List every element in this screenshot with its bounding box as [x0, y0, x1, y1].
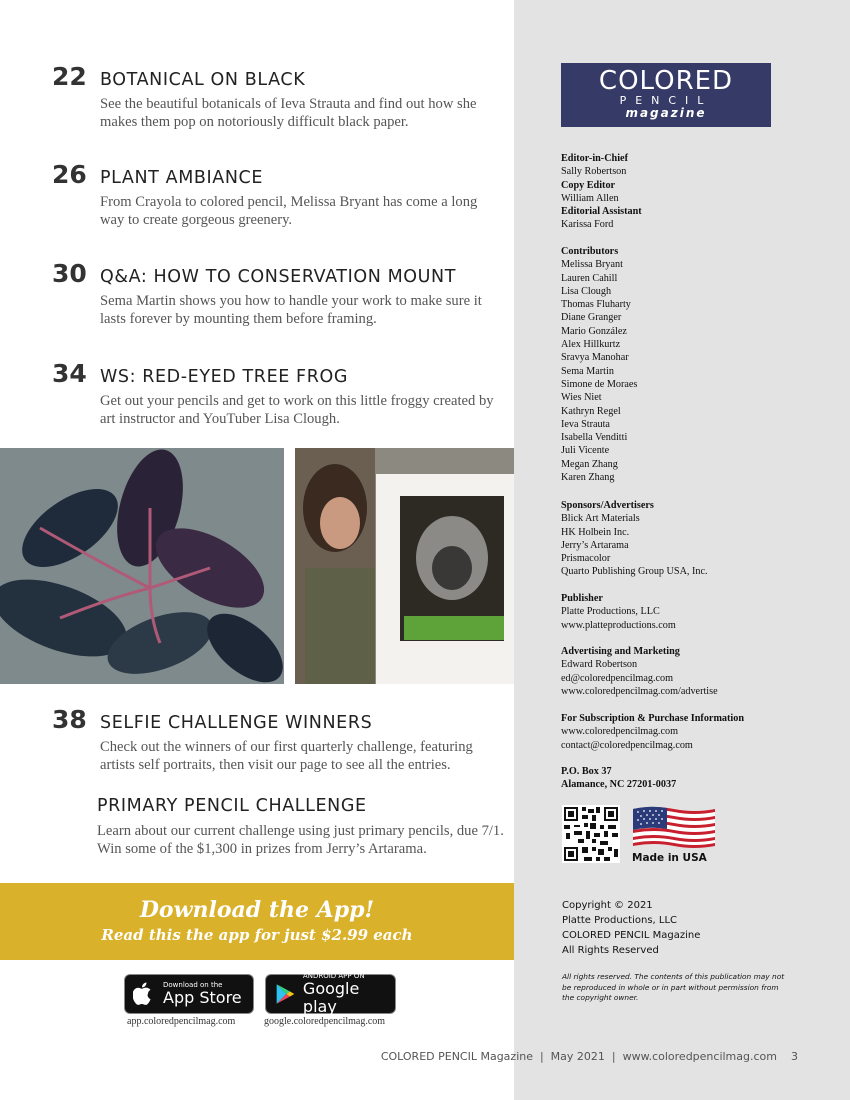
article-description: Sema Martin shows you how to handle your work to make sure it lasts forever by mounting them before framing.: [100, 293, 482, 327]
copyright-line: All Rights Reserved: [562, 945, 659, 956]
sponsor-name: HK Holbein Inc.: [561, 526, 630, 538]
page-number: 3: [791, 1050, 798, 1063]
contributor-name: Isabella Venditti: [561, 432, 628, 444]
article-title[interactable]: Q&A: HOW TO CONSERVATION MOUNT: [100, 267, 457, 287]
app-store-button[interactable]: [124, 974, 254, 1014]
copy-editor-name: William Allen: [561, 192, 619, 204]
staff-contributors: [561, 245, 637, 484]
logo-line-pencil: PENCIL: [619, 94, 713, 107]
contributor-name: Sema Martin: [561, 365, 614, 377]
rights-notice: All rights reserved. The contents of this publication may not be reproduced in whole or in part without permission from the copyright owner.: [562, 972, 785, 1002]
article-22[interactable]: [52, 62, 495, 131]
article-title[interactable]: WS: RED-EYED TREE FROG: [100, 367, 349, 387]
subscription-label: For Subscription & Purchase Information: [561, 713, 745, 724]
advertising-website[interactable]: www.coloredpencilmag.com/advertise: [561, 685, 718, 697]
play-icon: [274, 981, 297, 1007]
footer-text: COLORED PENCIL Magazine | May 2021 | www.coloredpencilmag.com: [380, 1050, 777, 1063]
mailing-address: [561, 765, 676, 792]
google-play-small-text: ANDROID APP ON: [302, 972, 365, 980]
advertising-contact: Edward Robertson: [561, 659, 638, 671]
logo-line-colored: COLORED: [598, 66, 734, 96]
copyright-line: Copyright © 2021: [562, 900, 653, 911]
usa-flag-icon: [633, 805, 715, 850]
contributor-name: Kathryn Regel: [561, 405, 621, 417]
apple-icon: [133, 982, 155, 1006]
sponsor-name: Quarto Publishing Group USA, Inc.: [561, 566, 708, 578]
sponsor-name: Jerry’s Artarama: [561, 539, 629, 551]
article-description: See the beautiful botanicals of Ieva Strauta and find out how she makes them pop on notoriously difficult black paper.: [100, 96, 477, 130]
contributor-name: Lauren Cahill: [561, 272, 618, 284]
article-number: 38: [52, 705, 87, 734]
contributors-label: Contributors: [561, 246, 619, 257]
publisher-website[interactable]: www.platteproductions.com: [561, 619, 676, 631]
contributor-name: Diane Granger: [561, 312, 622, 324]
challenge-section: [97, 796, 507, 858]
article-description: From Crayola to colored pencil, Melissa Bryant has come a long way to create gorgeous greenery.: [100, 194, 478, 228]
article-photos: [0, 448, 514, 684]
article-number: 26: [52, 160, 87, 189]
po-box: P.O. Box 37: [561, 766, 612, 777]
sponsor-name: Prismacolor: [561, 553, 611, 565]
article-number: 30: [52, 259, 87, 288]
sponsors-label: Sponsors/Advertisers: [561, 500, 654, 511]
banner-title: Download the App!: [139, 897, 375, 923]
contributor-name: Sravya Manohar: [561, 352, 629, 364]
editorial-assistant-label: Editorial Assistant: [561, 206, 642, 218]
made-in-usa-label: Made in USA: [632, 852, 707, 864]
copyright-line: COLORED PENCIL Magazine: [562, 930, 701, 941]
article-title[interactable]: PLANT AMBIANCE: [100, 168, 263, 188]
publisher-name: Platte Productions, LLC: [561, 606, 660, 618]
contributor-name: Juli Vicente: [561, 445, 610, 457]
page-footer: [0, 1050, 850, 1063]
botanical-leaves-image: [0, 448, 295, 684]
download-app-banner[interactable]: [0, 883, 514, 960]
article-34[interactable]: [52, 359, 495, 428]
google-play-label: Google play: [302, 979, 360, 1016]
advertising-email[interactable]: ed@coloredpencilmag.com: [561, 672, 674, 684]
editor-in-chief-name: Sally Robertson: [561, 166, 627, 178]
article-description: Get out your pencils and get to work on this little froggy created by art instructor and YouTuber Lisa Clough.: [100, 393, 494, 427]
contributor-name: Wies Niet: [561, 392, 602, 404]
staff-sponsors: [561, 499, 708, 579]
publisher-label: Publisher: [561, 593, 603, 604]
article-description: Check out the winners of our first quarterly challenge, featuring artists self portraits, then visit our page to see all the entries.: [100, 739, 473, 773]
article-30[interactable]: [52, 259, 495, 328]
staff-publisher: [561, 592, 676, 632]
logo-line-magazine: magazine: [625, 106, 707, 120]
subscription-website[interactable]: www.coloredpencilmag.com: [561, 726, 679, 738]
advertising-label: Advertising and Marketing: [561, 646, 680, 657]
qr-code-icon[interactable]: [562, 805, 620, 863]
google-play-button[interactable]: [265, 974, 396, 1014]
app-store-label: App Store: [163, 988, 242, 1007]
challenge-description: Learn about our current challenge using just primary pencils, due 7/1. Win some of the $1,300 in prizes from Jerry’s Artarama.: [97, 823, 504, 857]
contributor-name: Alex Hillkurtz: [561, 339, 621, 351]
contributor-name: Lisa Clough: [561, 285, 612, 297]
banner-subtitle: Read this the app for just $2.99 each: [101, 926, 413, 944]
article-title[interactable]: BOTANICAL ON BLACK: [100, 70, 306, 90]
staff-advertising: [561, 645, 718, 698]
contributor-name: Melissa Bryant: [561, 259, 623, 271]
city-address: Alamance, NC 27201-0037: [561, 779, 677, 791]
copyright-block: [562, 898, 700, 958]
copyright-line: Platte Productions, LLC: [562, 915, 678, 926]
contributor-name: Karen Zhang: [561, 472, 615, 484]
google-play-url[interactable]: google.coloredpencilmag.com: [264, 1016, 386, 1027]
app-store-url[interactable]: app.coloredpencilmag.com: [127, 1016, 236, 1027]
subscription-email[interactable]: contact@coloredpencilmag.com: [561, 739, 693, 751]
editorial-assistant-name: Karissa Ford: [561, 219, 614, 231]
app-store-small-text: Download on the: [163, 981, 223, 989]
article-number: 34: [52, 359, 87, 388]
contributor-name: Mario González: [561, 325, 627, 337]
contributor-name: Thomas Fluharty: [561, 299, 631, 311]
contributor-name: Ieva Strauta: [561, 418, 610, 430]
artist-with-dog-portrait-image: [295, 448, 514, 684]
contributor-name: Megan Zhang: [561, 458, 618, 470]
challenge-title[interactable]: PRIMARY PENCIL CHALLENGE: [97, 796, 367, 816]
article-number: 22: [52, 62, 87, 91]
contributor-name: Simone de Moraes: [561, 378, 638, 390]
staff-subscription: [561, 712, 744, 752]
staff-editorial: [561, 152, 642, 232]
magazine-logo: [561, 63, 771, 127]
article-title[interactable]: SELFIE CHALLENGE WINNERS: [100, 713, 373, 733]
editor-in-chief-label: Editor-in-Chief: [561, 153, 628, 164]
copy-editor-label: Copy Editor: [561, 179, 616, 191]
article-38[interactable]: [52, 705, 495, 774]
article-26[interactable]: [52, 160, 495, 229]
sponsor-name: Blick Art Materials: [561, 513, 640, 525]
